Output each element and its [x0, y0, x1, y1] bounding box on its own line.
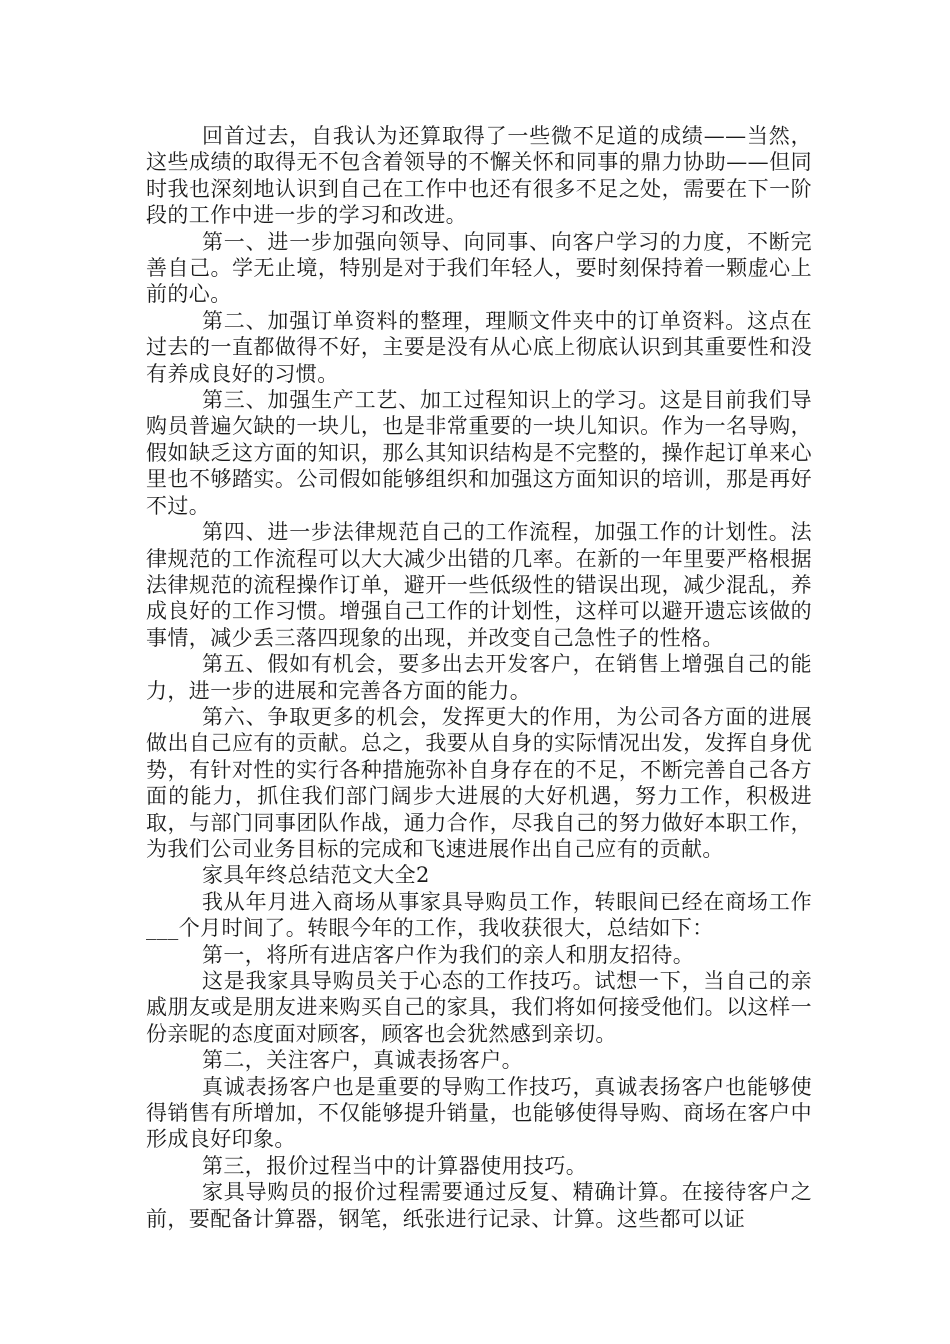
- paragraph-intro: 我从年月进入商场从事家具导购员工作，转眼间已经在商场工作___个月时间了。转眼今年的工作，我收获很大，总结如下：: [146, 889, 812, 941]
- paragraph-tip-3: 第三，报价过程当中的计算器使用技巧。: [202, 1153, 588, 1178]
- paragraph-tip-2: 第二，关注客户，真诚表扬客户。: [202, 1048, 523, 1073]
- paragraph-point-6: 第六、争取更多的机会，发挥更大的作用，为公司各方面的进展做出自己应有的贡献。总之，我要从自身的实际情况出发，发挥自身优势，有针对性的实行各种措施弥补自身存在的不足，不断完善自己各方面的能力，抓住我们部门阔步大进展的大好机遇，努力工作，积极进取，与部门同事团队作战，通力合作，尽我自己的努力做好本职工作，为我们公司业务目标的完成和飞速进展作出自己应有的贡献。: [146, 704, 812, 861]
- paragraph-point-1: 第一、进一步加强向领导、向同事、向客户学习的力度，不断完善自己。学无止境，特别是对于我们年轻人，要时刻保持着一颗虚心上前的心。: [146, 229, 812, 307]
- paragraph-point-5: 第五、假如有机会，要多出去开发客户，在销售上增强自己的能力，进一步的进展和完善各方面的能力。: [146, 652, 812, 703]
- paragraph-point-3: 第三、加强生产工艺、加工过程知识上的学习。这是目前我们导购员普遍欠缺的一块儿，也是非常重要的一块儿知识。作为一名导购，假如缺乏这方面的知识，那么其知识结构是不完整的，操作起订单来心里也不够踏实。公司假如能够组织和加强这方面知识的培训，那是再好不过。: [146, 388, 812, 518]
- paragraph-tip-1-detail: 这是我家具导购员关于心态的工作技巧。试想一下，当自己的亲戚朋友或是朋友进来购买自己的家具，我们将如何接受他们。以这样一份亲昵的态度面对顾客，顾客也会犹然感到亲切。: [146, 969, 812, 1046]
- paragraph-tip-2-detail: 真诚表扬客户也是重要的导购工作技巧，真诚表扬客户也能够使得销售有所增加，不仅能够提升销量，也能够使得导购、商场在客户中形成良好印象。: [146, 1074, 812, 1152]
- section-heading: 家具年终总结范文大全2: [202, 863, 430, 888]
- paragraph-tip-3-detail: 家具导购员的报价过程需要通过反复、精确计算。在接待客户之前，要配备计算器，钢笔，纸张进行记录、计算。这些都可以证: [146, 1180, 812, 1231]
- document-body: [146, 123, 812, 1232]
- paragraph-tip-1: 第一，将所有进店客户作为我们的亲人和朋友招待。: [202, 942, 695, 967]
- paragraph-retrospective: 回首过去，自我认为还算取得了一些微不足道的成绩——当然，这些成绩的取得无不包含着领导的不懈关怀和同事的鼎力协助——但同时我也深刻地认识到自己在工作中也还有很多不足之处，需要在下一阶段的工作中进一步的学习和改进。: [146, 124, 812, 228]
- paragraph-point-4: 第四、进一步法律规范自己的工作流程，加强工作的计划性。法律规范的工作流程可以大大减少出错的几率。在新的一年里要严格根据法律规范的流程操作订单，避开一些低级性的错误出现，减少混乱，养成良好的工作习惯。增强自己工作的计划性，这样可以避开遗忘该做的事情，减少丢三落四现象的出现，并改变自己急性子的性格。: [146, 520, 812, 650]
- paragraph-point-2: 第二、加强订单资料的整理，理顺文件夹中的订单资料。这点在过去的一直都做得不好，主要是没有从心底上彻底认识到其重要性和没有养成良好的习惯。: [146, 308, 812, 386]
